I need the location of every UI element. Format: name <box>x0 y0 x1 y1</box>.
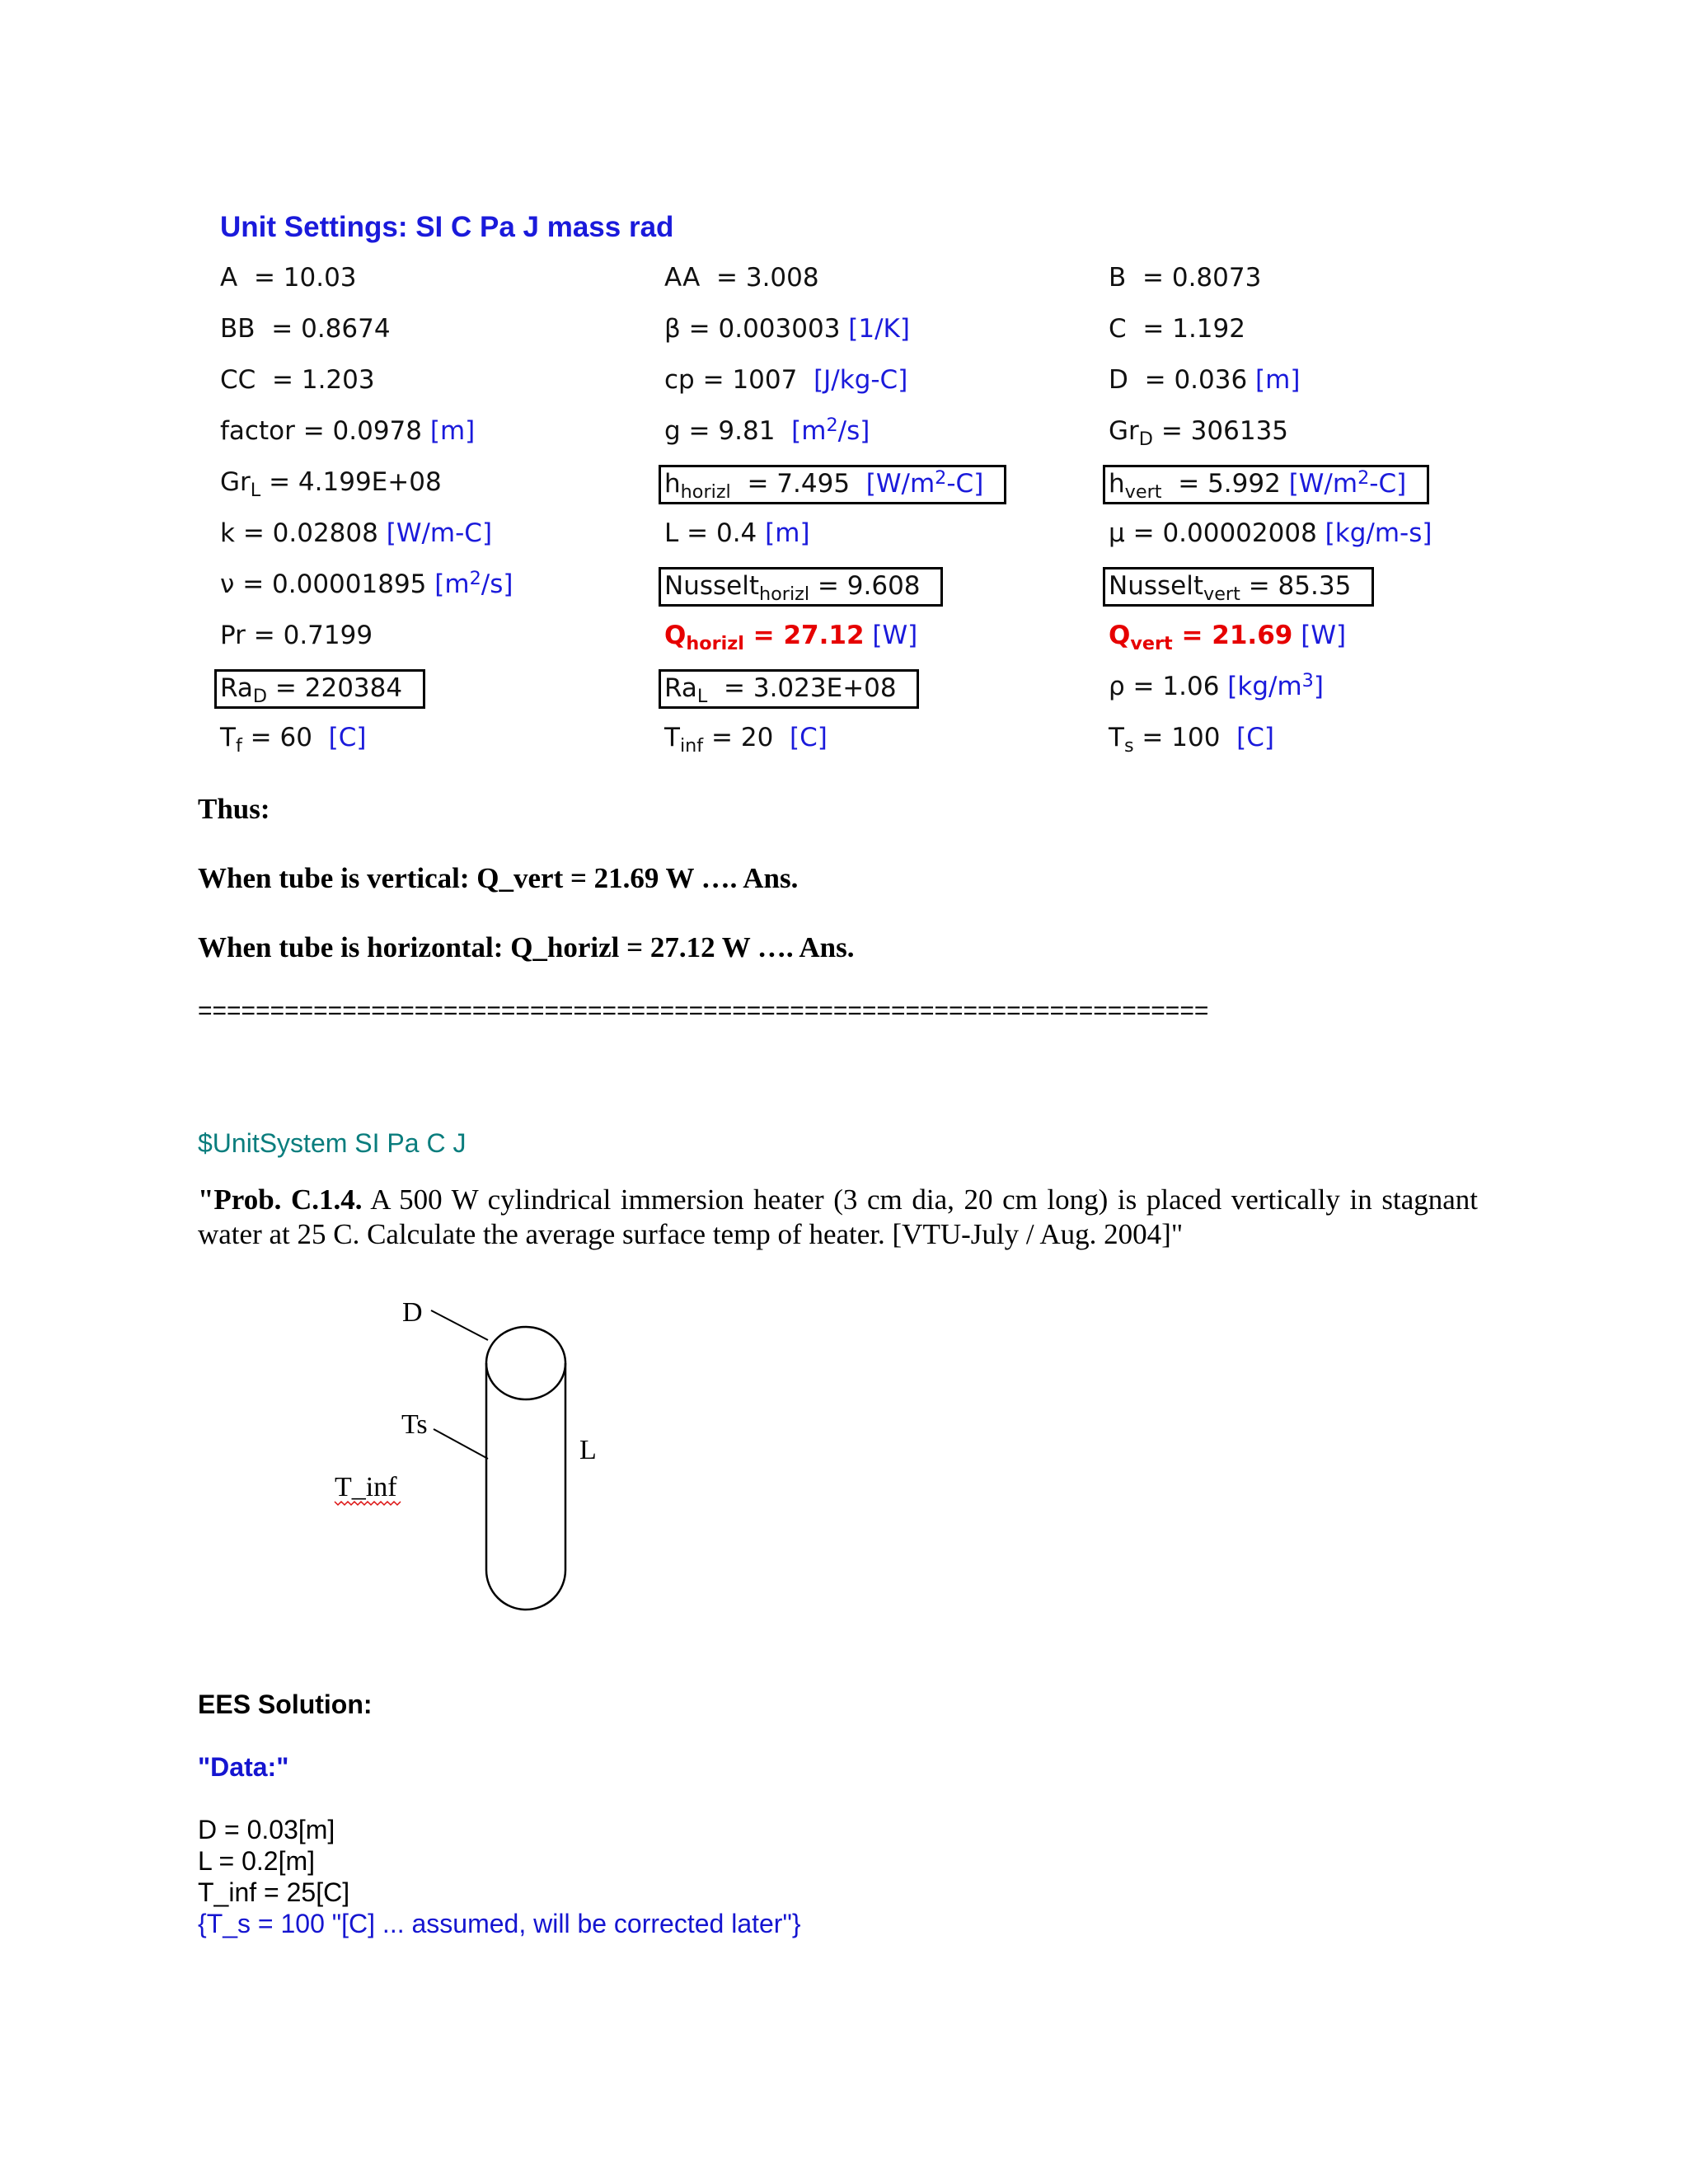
var-cc: CC = 1.203 <box>220 365 375 395</box>
var-nusselt-horizl: Nusselt$_{horizl}$ = 9.608 <box>659 567 943 607</box>
var-gr-d: $Gr_D = 306135$ <box>1109 416 1289 451</box>
code-line-d: D = 0.03[m] <box>198 1815 335 1844</box>
var-nu: ν = 0.00001895 $[m^2/s]$ <box>220 567 513 599</box>
code-line-assumed: {T_s = 100 "[C] ... assumed, will be corrected later"} <box>198 1909 801 1938</box>
var-pr: Pr = 0.7199 <box>220 621 373 650</box>
cylinder-diagram <box>313 1294 643 1624</box>
label-d: D <box>402 1297 423 1328</box>
unit-settings-header: Unit Settings: SI C Pa J mass rad <box>220 211 674 243</box>
problem-label: "Prob. C.1.4. <box>198 1183 363 1216</box>
var-g: g = 9.81 $[m^2/s]$ <box>664 414 870 446</box>
code-line-t-inf: T_inf = 25[C] <box>198 1877 350 1907</box>
var-ra-l: $Ra_L = 3.023E+08$ <box>659 669 919 709</box>
d-leader-line <box>431 1310 488 1340</box>
label-ts: Ts <box>401 1409 428 1440</box>
label-l: L <box>579 1435 597 1465</box>
var-h-horizl: $h_{horizl} = 7.495$ $[W/m^2-C]$ <box>659 465 1006 504</box>
var-h-vert: $h_{vert} = 5.992$ $[W/m^2-C]$ <box>1103 465 1429 504</box>
code-line-l: L = 0.2[m] <box>198 1846 315 1876</box>
var-rho: ρ = 1.06 $[kg/m^3]$ <box>1109 669 1324 701</box>
var-q-horizl: $Q_{horizl} = 27.12$ [W] <box>664 621 918 655</box>
cylinder-top <box>486 1327 565 1399</box>
var-gr-l: $Gr_L = 4.199E+08$ <box>220 467 442 502</box>
problem-statement <box>198 1183 1478 1252</box>
data-comment: "Data:" <box>198 1752 289 1782</box>
var-bb: BB = 0.8674 <box>220 314 391 344</box>
answer-horizontal: When tube is horizontal: Q_horizl = 27.12 W …. Ans. <box>198 931 855 963</box>
ees-solution-title: EES Solution: <box>198 1690 373 1719</box>
label-t-inf: T_inf <box>335 1472 397 1502</box>
var-cp: cp = 1007 [J/kg-C] <box>664 365 908 395</box>
var-b: B = 0.8073 <box>1109 263 1262 293</box>
var-ra-d: $Ra_D = 220384$ <box>214 669 425 709</box>
var-t-s: $T_s = 100$ [C] <box>1109 723 1274 757</box>
var-beta: β = 0.003003 [1/K] <box>664 314 910 344</box>
var-c: C = 1.192 <box>1109 314 1245 344</box>
var-q-vert: $Q_{vert} = 21.69$ [W] <box>1109 621 1347 655</box>
var-nusselt-vert: Nusselt$_{vert}$ = 85.35 <box>1103 567 1374 607</box>
var-k: k = 0.02808 [W/m-C] <box>220 518 493 548</box>
thus-label: Thus: <box>198 793 270 825</box>
var-a: A = 10.03 <box>220 263 357 293</box>
var-aa: AA = 3.008 <box>664 263 819 293</box>
ts-leader-line <box>434 1429 488 1459</box>
var-t-f: $T_f = 60$ [C] <box>220 723 367 757</box>
problem-text: A 500 W cylindrical immersion heater (3 cm dia, 20 cm long) is placed vertically in stagnant water at 25 C. Calculate the average surface temp of heater. [VTU-July / Aug. 2004]" <box>198 1183 1478 1250</box>
var-factor: factor = 0.0978 [m] <box>220 416 476 446</box>
var-mu: μ = 0.00002008 [kg/m-s] <box>1109 518 1432 548</box>
var-t-inf: $T_{inf} = 20$ [C] <box>664 723 828 757</box>
answer-vertical: When tube is vertical: Q_vert = 21.69 W …. Ans. <box>198 862 799 894</box>
separator-line: ====================================================================== <box>198 997 1209 1024</box>
var-d: D = 0.036 [m] <box>1109 365 1301 395</box>
var-l: L = 0.4 [m] <box>664 518 810 548</box>
unit-system-directive: $UnitSystem SI Pa C J <box>198 1128 467 1158</box>
